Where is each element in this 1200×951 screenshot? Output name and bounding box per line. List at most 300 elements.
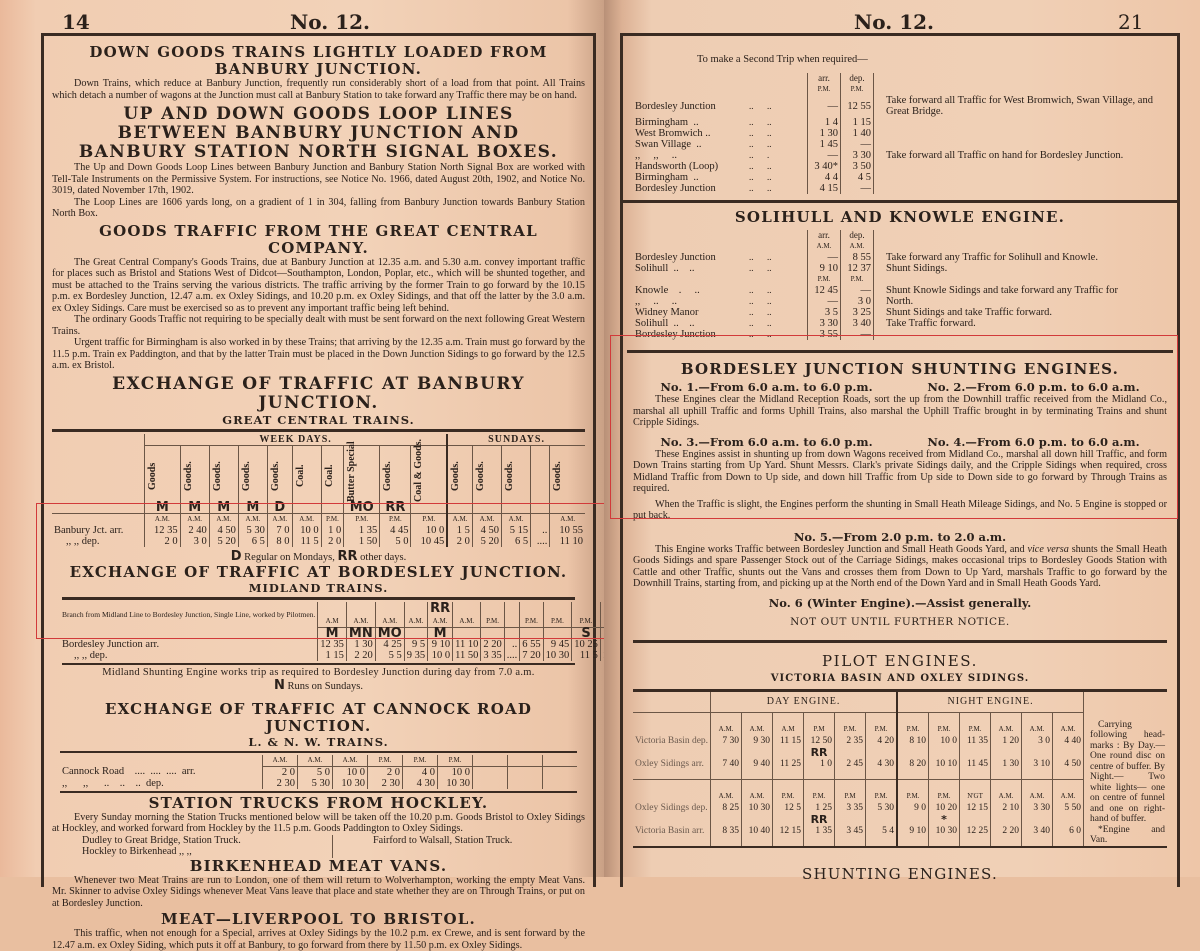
arrival-time: —: [808, 252, 841, 263]
divider: [62, 597, 575, 600]
down-goods-text: Down Trains, which reduce at Banbury Junction, frequently run considerably short of a load from that point. All Trains which detach a number of wagons at the Junction must call at Banbury Station to take forward any Traffic there may be on hand.: [52, 78, 585, 101]
arrival-time: 3 55: [808, 329, 841, 340]
departure-time: 12 50: [804, 736, 835, 748]
timetable-row: [633, 814, 1083, 825]
departure-time: 5 20: [209, 536, 238, 547]
station-name: Bordesley Junction: [635, 183, 716, 194]
departure-time: 7 20: [520, 650, 543, 661]
divider: [62, 663, 575, 665]
second-trip-intro: To make a Second Trip when required—: [697, 54, 868, 65]
departure-time: 2 0: [321, 536, 344, 547]
train-mark: [447, 502, 472, 514]
train-type-header: [344, 440, 380, 502]
ampm-label: P.M.: [411, 513, 447, 525]
departure-time: 8 55: [841, 252, 874, 263]
train-mark: [550, 502, 585, 514]
dep-header: dep.: [841, 73, 874, 84]
station-name: Swan Village ..: [635, 139, 702, 150]
ampm-label: A.M.: [1022, 779, 1053, 802]
train-mark: [866, 747, 898, 758]
train-mark: [897, 814, 929, 825]
train-mark: [773, 747, 804, 758]
train-mark: [572, 602, 601, 616]
shunting-text-5: [633, 544, 1167, 590]
departure-time: 8 25: [711, 802, 742, 814]
departure-time: 10 0: [428, 650, 453, 661]
great-central-title: GOODS TRAFFIC FROM THE GREAT CENTRAL COMPANY.: [99, 221, 538, 257]
head-marks-note: Carrying following head-marks : By Day.— One round disc on centre of buffer. By Night.— Two white lights— one on centre of funnel and one on right-hand of buffer.: [1090, 719, 1165, 824]
ampm-label: A.M.: [145, 513, 181, 525]
instruction-note: [874, 161, 1168, 172]
footnote-text: Regular on Mondays,: [244, 551, 335, 563]
leader-dots: .. ..: [749, 252, 772, 262]
divider: [60, 751, 577, 753]
night-engine-label: NIGHT ENGINE.: [897, 692, 1083, 713]
train-type-label: Coal & Goods.: [413, 438, 425, 502]
ampm-label: P.M.: [380, 513, 411, 525]
instruction-note: [874, 139, 1168, 150]
row-label: Oxley Sidings arr.: [635, 759, 704, 769]
leader-dots: .. ..: [749, 100, 772, 111]
departure-time: 3 0: [180, 536, 209, 547]
train-type-header: [180, 445, 209, 502]
departure-time: 9 30: [742, 736, 773, 748]
ampm-label: P.M.: [835, 713, 866, 736]
page-header-left: No. 12.: [290, 10, 370, 34]
instruction-note: [874, 274, 1120, 285]
ampm-label: P.M: [804, 713, 835, 736]
arrival-time: 10 40: [742, 825, 773, 845]
ampm-label: [508, 755, 543, 767]
train-mark: M: [180, 502, 209, 514]
train-mark: [991, 747, 1022, 758]
pilot-table: [633, 692, 1083, 846]
arrival-time: 3 5: [808, 307, 841, 318]
instruction-note: Shunt Sidings and take Traffic forward.: [874, 307, 1120, 318]
arrival-time: 7 40: [711, 758, 742, 779]
arrival-time: ..: [531, 525, 550, 536]
pilot-title: PILOT ENGINES.: [821, 651, 978, 670]
row-label-arr: Cannock Road .... .... .... arr.: [62, 766, 196, 778]
arrival-time: 2 0: [368, 766, 403, 778]
ampm-label: A.M.: [209, 513, 238, 525]
arrival-time: 4 15: [808, 183, 841, 194]
timetable-row: [633, 150, 1167, 161]
train-mark: [711, 814, 742, 825]
train-mark: [711, 747, 742, 758]
train-type-header: [502, 445, 531, 502]
departure-time: 11 10: [550, 536, 585, 547]
bordesley-exchange-title: EXCHANGE OF TRAFFIC AT BORDESLEY JUNCTION.: [69, 562, 568, 581]
leader-dots: .. ..: [749, 296, 772, 306]
banbury-timetable: [52, 434, 585, 547]
train-type-header: [447, 445, 472, 502]
departure-time: 3 35: [481, 650, 504, 661]
departure-time: 8 10: [897, 736, 929, 748]
ampm-label: A.M.: [333, 755, 368, 767]
ampm-label: P.M.: [520, 616, 543, 628]
leader-dots: [747, 241, 808, 252]
row-label-dep: ,, ,, .. .. .. dep.: [62, 777, 164, 789]
ampm-label: P.M.: [866, 779, 898, 802]
ampm-label: P.M.: [897, 779, 929, 802]
bordesley-timetable: [60, 602, 629, 661]
timetable-row: [633, 274, 1120, 285]
departure-time: —: [841, 285, 874, 296]
leader-dots: .. ..: [749, 139, 772, 149]
engine-no1: No. 1.—From 6.0 a.m. to 6.0 p.m.: [660, 380, 873, 394]
page-number-left: 14: [62, 10, 90, 34]
train-mark: [481, 602, 504, 616]
train-mark: MN: [346, 627, 375, 639]
departure-time: 3 0: [841, 296, 874, 307]
ampm-label: [473, 755, 508, 767]
leader-dots: .. ..: [749, 329, 772, 339]
arrival-time: 4 4: [808, 172, 841, 183]
engine-no5: No. 5.—From 2.0 p.m. to 2.0 a.m.: [793, 529, 1007, 544]
departure-time: ....: [531, 536, 550, 547]
departure-time: 1 50: [344, 536, 380, 547]
ampm-label: [531, 513, 550, 525]
train-mark: [742, 747, 773, 758]
arrival-time: 4 50: [1053, 758, 1084, 779]
departure-time: 2 20: [346, 650, 375, 661]
train-type-label: Goods.: [382, 460, 394, 491]
page-header-right: No. 12.: [854, 10, 934, 34]
train-type-label: Coal.: [323, 464, 335, 487]
arrival-time: 10 30: [929, 825, 960, 845]
loop-lines-title: UP AND DOWN GOODS LOOP LINES BETWEEN BANBURY JUNCTION AND BANBURY STATION NORTH SIGNAL BOXES.: [78, 104, 559, 162]
shunting-text-12: These Engines clear the Midland Reception Roads, sort the up from the Downhill traffic received from the Midland Co., marshal all uphill Traffic and forms Uphill Trains, also marshal the Uphill Traffic brought in by terminating Trains and shunt Cripple Sidings.: [633, 394, 1167, 428]
divider: [627, 350, 1173, 353]
ampm-label: A.M.: [447, 513, 472, 525]
departure-time: 2 0: [447, 536, 472, 547]
ampm-label: A.M.: [742, 779, 773, 802]
arrival-time: 9 10: [808, 263, 841, 274]
cannock-timetable: [60, 755, 577, 789]
departure-time: 4 20: [866, 736, 898, 748]
departure-time: —: [841, 139, 874, 150]
arrival-time: 3 10: [1022, 758, 1053, 779]
departure-time: 5 50: [1053, 802, 1084, 814]
ampm-label: A.M.: [742, 713, 773, 736]
ampm-label: P.M.: [481, 616, 504, 628]
departure-time: ....: [504, 650, 520, 661]
train-type-header: [267, 445, 292, 502]
departure-time: 5 30: [866, 802, 898, 814]
engine-no3: No. 3.—From 6.0 a.m. to 6.0 p.m.: [660, 434, 873, 449]
footnote-text: Runs on Sundays.: [287, 680, 364, 692]
departure-time: 11 5: [292, 536, 321, 547]
departure-time: 10 30: [438, 778, 473, 789]
shunting-title: BORDESLEY JUNCTION SHUNTING ENGINES.: [680, 360, 1120, 378]
arrival-time: 12 45: [808, 285, 841, 296]
leader-dots: .. ..: [749, 285, 772, 295]
arrival-time: 1 5: [447, 525, 472, 536]
arrival-time: 9 10: [897, 825, 929, 845]
departure-time: 9 0: [897, 802, 929, 814]
train-mark: [502, 502, 531, 514]
arrival-time: 2 40: [180, 525, 209, 536]
cannock-exchange-subtitle: L. & N. W. TRAINS.: [248, 734, 389, 749]
departure-time: 8 0: [267, 536, 292, 547]
ampm-label: A.M.: [472, 513, 501, 525]
shunting-text-34: These Engines assist in shunting up from down Wagons received from Midland Co., marshal all down hill Traffic, and form Down Trains starting from Up Yard. Shunt Messrs. Clark's private Sidings daily, and the Cripple Sidings when required, cross Midland Traffic from Down to Up side, and down hill Traffic from Up side to Down side to go forward by Through Trains as required.: [633, 448, 1167, 494]
train-mark: [1053, 747, 1084, 758]
train-type-label: Goods.: [474, 460, 486, 491]
footnote-mark-d: D: [230, 548, 242, 564]
timetable-row: [633, 296, 1120, 307]
train-mark: M: [238, 502, 267, 514]
arrival-time: 10 0: [333, 766, 368, 778]
arrival-time: 1 35: [344, 525, 380, 536]
divider: [623, 200, 1177, 203]
arrival-time: 12 35: [145, 525, 181, 536]
departure-time: 5 0: [380, 536, 411, 547]
branch-label: Branch from Midland Line to Bordesley Junction, Single Line, worked by Pilotmen.: [62, 609, 316, 619]
pilot-subtitle: VICTORIA BASIN AND OXLEY SIDINGS.: [770, 672, 1030, 684]
station-name: ,, .. ..: [635, 296, 677, 307]
train-type-label: Goods: [147, 461, 158, 490]
train-mark: *: [929, 814, 960, 825]
departure-time: 3 0: [1022, 736, 1053, 748]
arr-header: arr.: [808, 73, 841, 84]
arrival-time: 3 40: [1022, 825, 1053, 845]
departure-time: 1 40: [841, 128, 874, 139]
station-name: [633, 241, 747, 252]
text-fragment: vice versa: [1027, 543, 1069, 555]
departure-time: 5 20: [472, 536, 501, 547]
leader-dots: .. ..: [749, 172, 772, 182]
arrival-time: 11 10: [453, 639, 481, 650]
arrival-time: 2 20: [481, 639, 504, 650]
train-mark: [929, 747, 960, 758]
meat-liverpool-text: This traffic, when not enough for a Special, arrives at Oxley Sidings by the 10.2 p.m. ex Crewe, and is sent forward by the 12.47 a.m. ex Oxley Siding, which puts it off at Banbury, to go forward from there by 11.50 p.m. ex Oxley Sidings.: [52, 928, 585, 951]
truck-item: Fairford to Walsall, Station Truck.: [373, 834, 513, 846]
birkenhead-text: Whenever two Meat Trains are run to London, one of them will return to Wolverhampton, working the empty Meat Vans. Mr. Skinner to advise Oxley Sidings whenever Meat Vans leave that place and state whether they are on Through Trains, or put on at Bordesley Junction.: [52, 874, 585, 909]
ampm-label: A.M.: [1053, 713, 1084, 736]
departure-time: 2 30: [263, 778, 298, 789]
train-type-label: Goods.: [240, 460, 252, 491]
timetable-row: [633, 95, 1167, 117]
departure-time: 3 25: [841, 307, 874, 318]
departure-time: 3 30: [841, 150, 874, 161]
ampm-label: P.M.: [897, 713, 929, 736]
arrival-time: 4 50: [472, 525, 501, 536]
not-out-notice: NOT OUT UNTIL FURTHER NOTICE.: [790, 615, 1010, 628]
train-mark: [1022, 747, 1053, 758]
timetable-row: [633, 736, 1083, 748]
train-type-header: [209, 445, 238, 502]
train-mark: MO: [344, 502, 380, 514]
departure-time: 4 30: [403, 778, 438, 789]
ampm-label: A.M.: [841, 241, 874, 252]
departure-time: [473, 778, 508, 789]
ampm-label: A.M.: [808, 241, 841, 252]
train-mark: D: [267, 502, 292, 514]
ampm-label: P.M.: [572, 616, 601, 628]
weekdays-label: WEEK DAYS.: [145, 434, 448, 446]
ampm-label: A.M.: [711, 713, 742, 736]
solihull-table: [633, 230, 1120, 340]
arrival-time: 5 0: [298, 766, 333, 778]
timetable-row: [633, 183, 1167, 194]
train-mark: [504, 602, 520, 616]
departure-time: 10 45: [411, 536, 447, 547]
train-type-header: [550, 445, 585, 502]
ampm-label: P.M.: [438, 755, 473, 767]
dep-header: dep.: [841, 230, 874, 241]
arrival-time: 4 30: [866, 758, 898, 779]
page-number-right: 21: [1118, 10, 1144, 34]
ampm-label: A.M.: [991, 779, 1022, 802]
departure-time: —: [841, 329, 874, 340]
train-mark: M: [428, 627, 453, 639]
leader-dots: .. ..: [749, 183, 772, 193]
timetable-row: [633, 779, 1083, 802]
arrival-time: 1 45: [808, 139, 841, 150]
bordesley-note: Midland Shunting Engine works trip as required to Bordesley Junction during day from 7.0 a.m.: [102, 666, 535, 678]
ampm-label: [504, 616, 520, 628]
meat-liverpool-title: MEAT—LIVERPOOL TO BRISTOL.: [161, 910, 476, 928]
arrival-time: 1 4: [808, 117, 841, 128]
instruction-note: Shunt Sidings.: [874, 263, 1120, 274]
ampm-label: A.M.: [1022, 713, 1053, 736]
spacer: [633, 747, 711, 758]
right-page-frame: [620, 33, 1180, 887]
train-mark: [773, 814, 804, 825]
shunting-no1-no2: [633, 380, 1167, 394]
divider: [633, 846, 1167, 848]
great-central-text-1: The Great Central Company's Goods Trains, due at Banbury Junction at 12.35 a.m. and 5.30 a.m. convey important traffic for places such as Bristol and Stations West of Didcot—Southampton, London, Poplar, etc., which will be shunted together, and must be attached to the Trains serving the various districts. The traffic arriving by the former Train to go forward by the 10.15 p.m. ex Bordesley Junction, 12.47 a.m. ex Oxley Sidings, and 10.20 p.m. ex Oxley Sidings, and that off the latter by the 3.0 a.m. ex Oxley Sidings. Care must be exercised so as to prevent any important traffic being left behind.: [52, 256, 585, 314]
arrival-time: 3 45: [835, 825, 866, 845]
great-central-text-2: The ordinary Goods Traffic not requiring to be specially dealt with must be sent forward on the next following Great Western Trains.: [52, 314, 585, 337]
ampm-label: P.M.: [403, 755, 438, 767]
train-mark: [481, 627, 504, 639]
arrival-time: 10 25: [572, 639, 601, 650]
arrival-time: 6 0: [1053, 825, 1084, 845]
station-name: Knowle . ..: [635, 285, 700, 296]
solihull-title: SOLIHULL AND KNOWLE ENGINE.: [734, 208, 1066, 226]
timetable-row: [633, 747, 1083, 758]
departure-time: 3 40: [841, 318, 874, 329]
arrival-time: 11 25: [773, 758, 804, 779]
timetable-row: [633, 713, 1083, 736]
arrival-time: 10 55: [550, 525, 585, 536]
train-mark: [531, 502, 550, 514]
timetable-row: [633, 139, 1167, 150]
train-mark: [991, 814, 1022, 825]
arrival-time: 9 45: [543, 639, 572, 650]
row-label-arr: Banbury Jct. arr.: [54, 524, 124, 536]
train-mark: [960, 814, 991, 825]
arrival-time: 9 5: [404, 639, 427, 650]
row-label-dep: ,, ,, dep.: [66, 535, 100, 547]
train-type-header: [145, 445, 181, 502]
instruction-note: Shunt Knowle Sidings and take forward any Traffic for: [874, 285, 1120, 296]
arrival-time: 1 35: [804, 825, 835, 845]
arrival-time: 6 55: [520, 639, 543, 650]
engine-no4: No. 4.—From 6.0 p.m. to 6.0 a.m.: [927, 434, 1140, 449]
arrival-time: ..: [504, 639, 520, 650]
departure-time: 2 35: [835, 736, 866, 748]
train-mark: M: [318, 627, 347, 639]
ampm-label: A.M.: [180, 513, 209, 525]
train-mark: [835, 747, 866, 758]
instruction-note: [874, 241, 1120, 252]
arrival-time: 4 45: [380, 525, 411, 536]
station-trucks-text: Every Sunday morning the Station Trucks mentioned below will be taken off the 10.20 p.m. Goods Bristol to Oxley Sidings at Hockley, and worked forward from Hockley by the 11.5 p.m. Goods Paddington to Oxley Sidings.: [52, 811, 585, 834]
banbury-exchange-title: EXCHANGE OF TRAFFIC AT BANBURY JUNCTION.: [112, 373, 525, 413]
leader-dots: .. ..: [749, 318, 772, 328]
truck-item: Dudley to Great Bridge, Station Truck.: [82, 834, 241, 846]
station-name: Birmingham ..: [635, 117, 699, 128]
row-label: Victoria Basin dep.: [635, 736, 709, 747]
departure-time: 11 15: [773, 736, 804, 748]
footnote-mark-n: N: [273, 677, 285, 693]
departure-time: 10 30: [543, 650, 572, 661]
departure-time: 1 15: [318, 650, 347, 661]
engine-van-footnote: *Engine and Van.: [1090, 824, 1165, 845]
train-mark: [543, 602, 572, 616]
train-mark: [411, 502, 447, 514]
timetable-row: [633, 758, 1083, 779]
second-trip-table: [633, 73, 1167, 194]
departure-time: 1 15: [841, 117, 874, 128]
arrival-time: [508, 766, 543, 778]
banbury-footnote: [52, 549, 585, 564]
ampm-label: P.M.: [841, 84, 874, 95]
arrival-time: 2 20: [991, 825, 1022, 845]
instruction-note: Take Traffic forward.: [874, 318, 1120, 329]
arrival-time: 8 20: [897, 758, 929, 779]
pilot-section: [633, 692, 1167, 846]
train-type-header: [238, 445, 267, 502]
leader-dots: .. ..: [749, 117, 772, 127]
train-mark: [866, 814, 898, 825]
departure-time: 1 25: [804, 802, 835, 814]
arrival-time: 5 4: [866, 825, 898, 845]
arrival-time: 1 30: [808, 128, 841, 139]
train-type-label: Goods.: [269, 460, 281, 491]
loop-lines-text-2: The Loop Lines are 1606 yards long, on a gradient of 1 in 304, falling from Banbury Junction towards Banbury Station North Box.: [52, 196, 585, 219]
ampm-label: A.M.: [346, 616, 375, 628]
ampm-label: P.M.: [368, 755, 403, 767]
departure-time: 10 30: [742, 802, 773, 814]
ampm-label: A.M.: [238, 513, 267, 525]
arrival-time: 4 0: [403, 766, 438, 778]
arrival-time: 12 15: [773, 825, 804, 845]
arrival-time: 1 0: [804, 758, 835, 779]
train-type-header: [531, 445, 550, 502]
loop-lines-text-1: The Up and Down Goods Loop Lines between Banbury Junction and Banbury Station North Signal Box are worked with Tell-Tale Instruments on the Permissive System. For instructions, see Notice No. 1966, dated August 20th, 1902, and Notice No. 3019, dated November 17th, 1902.: [52, 162, 585, 196]
train-mark: RR: [804, 747, 835, 758]
right-page: [604, 0, 1200, 883]
train-mark: [742, 814, 773, 825]
instruction-note: [874, 172, 1168, 183]
ampm-label: P.M: [835, 779, 866, 802]
train-type-label: Coal.: [294, 464, 306, 487]
timetable-row: [633, 329, 1120, 340]
arrival-time: 10 10: [929, 758, 960, 779]
pilot-side-note: [1083, 692, 1167, 846]
text-fragment: This Engine works Traffic between Bordesley Junction and Small Heath Goods Yard, and: [655, 543, 1028, 555]
train-mark: [1022, 814, 1053, 825]
train-mark: [1053, 814, 1084, 825]
station-name: Bordesley Junction: [635, 100, 716, 112]
station-name: Handsworth (Loop): [635, 161, 719, 172]
train-type-header: [411, 438, 447, 502]
